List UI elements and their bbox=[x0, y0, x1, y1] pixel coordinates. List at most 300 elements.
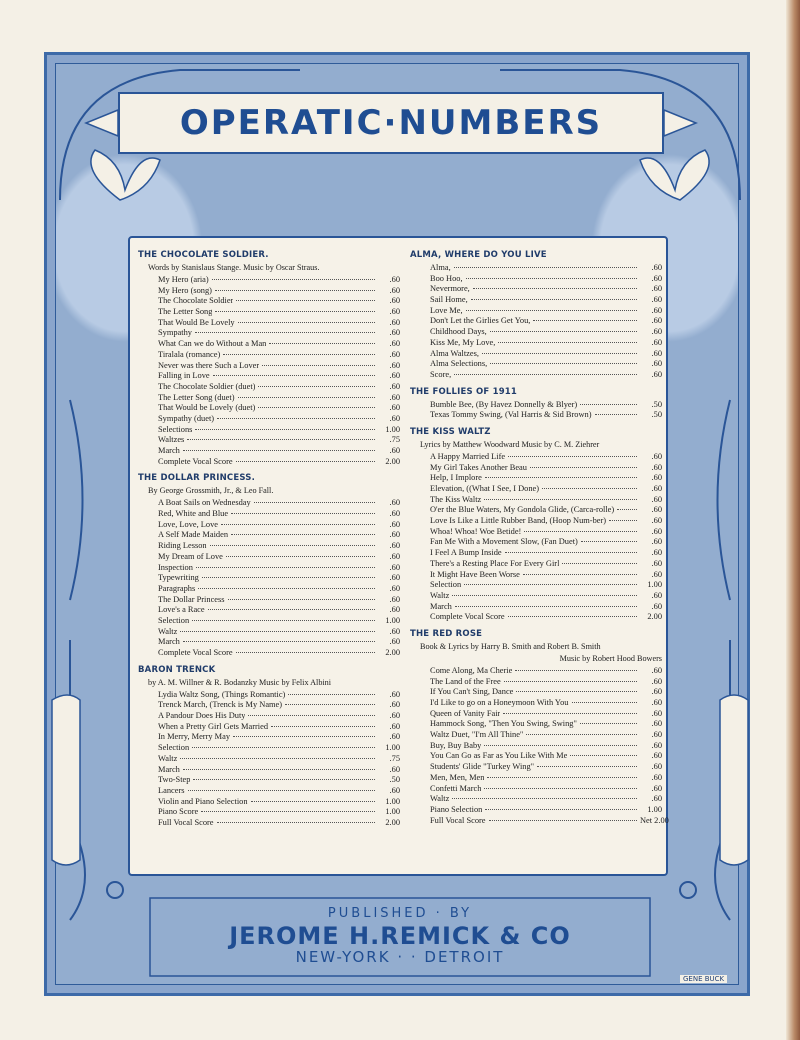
dot-leader bbox=[452, 798, 637, 799]
song-price: .60 bbox=[651, 665, 662, 675]
catalog-item bbox=[158, 648, 400, 659]
song-title: The Letter Song (duet) bbox=[158, 392, 235, 402]
song-title: That Would be Lovely (duet) bbox=[158, 403, 256, 413]
catalog-item bbox=[158, 498, 400, 509]
song-title: The Chocolate Soldier (duet) bbox=[158, 381, 256, 391]
catalog-item bbox=[430, 815, 669, 827]
song-title: Waltz Duet, "I'm All Thine" bbox=[430, 730, 524, 740]
catalog-item bbox=[158, 541, 400, 552]
song-price: .60 bbox=[651, 601, 662, 611]
section-credit: by A. M. Willner & R. Bodanzky Music by Felix Albini bbox=[148, 677, 332, 687]
catalog-item bbox=[430, 548, 662, 559]
catalog-item bbox=[158, 307, 400, 318]
song-title: Two-Step bbox=[158, 775, 191, 785]
song-title: Waltz bbox=[430, 794, 450, 804]
catalog-item bbox=[430, 495, 662, 506]
dot-leader bbox=[580, 404, 637, 405]
right-column bbox=[410, 246, 669, 832]
song-title: Lancers bbox=[158, 785, 185, 795]
dot-leader bbox=[505, 552, 637, 553]
song-price: .60 bbox=[389, 711, 400, 721]
dot-leader bbox=[516, 691, 637, 692]
catalog-item bbox=[430, 338, 662, 349]
song-price: .60 bbox=[389, 403, 400, 413]
song-title: The Chocolate Soldier bbox=[158, 296, 234, 306]
song-price: .60 bbox=[651, 526, 662, 536]
dot-leader bbox=[193, 779, 375, 780]
dot-leader bbox=[217, 418, 375, 419]
catalog-item bbox=[158, 382, 400, 393]
catalog-item bbox=[158, 786, 400, 797]
section-heading: THE RED ROSE bbox=[410, 628, 483, 639]
song-title: Students' Glide "Turkey Wing" bbox=[430, 762, 535, 772]
catalog-item bbox=[158, 700, 400, 711]
song-title: Fan Me With a Movement Slow, (Fan Duet) bbox=[430, 537, 578, 547]
song-title: Confetti March bbox=[430, 783, 482, 793]
dot-leader bbox=[238, 322, 375, 323]
song-title: Trenck March, (Trenck is My Name) bbox=[158, 700, 283, 710]
dot-leader bbox=[269, 343, 375, 344]
song-title: March bbox=[430, 601, 452, 611]
catalog-item bbox=[158, 605, 400, 616]
dot-leader bbox=[192, 620, 375, 621]
dot-leader bbox=[454, 374, 637, 375]
song-price: 2.00 bbox=[385, 817, 400, 827]
song-price: .60 bbox=[651, 558, 662, 568]
catalog-item bbox=[430, 591, 662, 602]
song-price: .60 bbox=[389, 626, 400, 636]
song-title: Help, I Implore bbox=[430, 473, 482, 483]
dot-leader bbox=[271, 726, 375, 727]
song-price: .60 bbox=[389, 541, 400, 551]
song-price: 1.00 bbox=[385, 615, 400, 625]
song-price: 2.00 bbox=[385, 648, 400, 657]
song-title: March bbox=[158, 446, 180, 455]
song-title: Selection bbox=[158, 743, 190, 753]
song-title: I Feel A Bump Inside bbox=[430, 548, 502, 558]
song-price: .60 bbox=[651, 462, 662, 472]
dot-leader bbox=[471, 299, 637, 300]
song-price: .60 bbox=[651, 327, 662, 337]
dot-leader bbox=[221, 524, 375, 525]
song-price: .60 bbox=[389, 275, 400, 284]
dot-leader bbox=[581, 541, 637, 542]
dot-leader bbox=[212, 279, 375, 280]
dot-leader bbox=[452, 595, 637, 596]
song-title: Waltzes bbox=[158, 435, 185, 445]
dot-leader bbox=[192, 747, 375, 748]
song-title: Waltz bbox=[158, 753, 178, 763]
song-price: .60 bbox=[651, 505, 662, 515]
dot-leader bbox=[485, 809, 637, 810]
song-price: .60 bbox=[389, 764, 400, 774]
dot-leader bbox=[490, 363, 637, 364]
catalog-item bbox=[158, 595, 400, 606]
catalog-item bbox=[158, 361, 400, 372]
catalog-item bbox=[158, 520, 400, 531]
publisher-cities: NEW-YORK · · DETROIT bbox=[295, 948, 505, 966]
catalog-item bbox=[158, 722, 400, 733]
catalog-item bbox=[158, 318, 400, 329]
catalog-item bbox=[158, 732, 400, 743]
song-title: There's a Resting Place For Every Girl bbox=[430, 558, 560, 568]
song-price: 1.00 bbox=[385, 807, 400, 817]
dot-leader bbox=[217, 822, 375, 823]
catalog-item bbox=[430, 400, 662, 411]
song-price: .60 bbox=[389, 785, 400, 795]
song-title: Falling in Love bbox=[158, 371, 210, 381]
dot-leader bbox=[180, 631, 375, 632]
dot-leader bbox=[485, 477, 637, 478]
song-price: .60 bbox=[651, 751, 662, 761]
catalog-item bbox=[430, 452, 662, 463]
song-title: Love's a Race bbox=[158, 605, 205, 615]
song-title: Texas Tommy Swing, (Val Harris & Sid Brown) bbox=[430, 410, 592, 420]
song-price: 1.00 bbox=[385, 743, 400, 753]
dot-leader bbox=[508, 616, 637, 617]
publisher-line-1: PUBLISHED · BY bbox=[327, 906, 473, 921]
song-price: .60 bbox=[389, 689, 400, 699]
song-price: .60 bbox=[651, 548, 662, 558]
song-title: Don't Let the Girlies Get You, bbox=[430, 316, 531, 326]
catalog-item bbox=[158, 754, 400, 765]
song-title: What Can we do Without a Man bbox=[158, 339, 267, 349]
dot-leader bbox=[498, 342, 637, 343]
song-title: Queen of Vanity Fair bbox=[430, 708, 501, 718]
song-price: .50 bbox=[389, 775, 400, 785]
song-title: My Girl Takes Another Beau bbox=[430, 462, 527, 472]
catalog-section bbox=[410, 628, 669, 826]
catalog-item bbox=[430, 794, 662, 805]
song-price: .60 bbox=[651, 730, 662, 740]
song-title: O'er the Blue Waters, My Gondola Glide, (Carca-rolle) bbox=[430, 505, 615, 515]
song-title: Red, White and Blue bbox=[158, 509, 229, 519]
catalog-item bbox=[430, 284, 662, 295]
catalog-item bbox=[158, 807, 400, 818]
catalog-item bbox=[430, 306, 662, 317]
dot-leader bbox=[503, 713, 637, 714]
dot-leader bbox=[288, 694, 375, 695]
song-title: Childhood Days, bbox=[430, 327, 487, 337]
song-price: 2.00 bbox=[385, 456, 400, 466]
song-title: Full Vocal Score bbox=[158, 817, 214, 827]
song-title: March bbox=[158, 764, 180, 774]
dot-leader bbox=[236, 300, 375, 301]
section-credit-music: Music by Robert Hood Bowers bbox=[559, 653, 662, 663]
dot-leader bbox=[233, 736, 375, 737]
dot-leader bbox=[484, 745, 637, 746]
song-title: Complete Vocal Score bbox=[430, 612, 505, 622]
catalog-item bbox=[430, 559, 662, 570]
dot-leader bbox=[484, 788, 637, 789]
song-title: Whoa! Whoa! Woe Betide! bbox=[430, 526, 522, 536]
catalog-item bbox=[158, 339, 400, 350]
song-price: .60 bbox=[389, 605, 400, 615]
song-title: Selections bbox=[158, 424, 193, 434]
song-title: Inspection bbox=[158, 562, 193, 572]
song-title: A Pandour Does His Duty bbox=[158, 711, 246, 721]
catalog-item bbox=[430, 295, 662, 306]
song-title: Never was there Such a Lover bbox=[158, 360, 260, 370]
catalog-item bbox=[430, 805, 662, 816]
song-price: .60 bbox=[651, 316, 662, 326]
dot-leader bbox=[258, 386, 375, 387]
catalog-item bbox=[158, 530, 400, 541]
dot-leader bbox=[198, 588, 375, 589]
dot-leader bbox=[530, 467, 637, 468]
dot-leader bbox=[262, 365, 375, 366]
song-title: Alma Waltzes, bbox=[430, 348, 479, 358]
dot-leader bbox=[466, 310, 637, 311]
section-heading: ALMA, WHERE DO YOU LIVE bbox=[410, 250, 547, 260]
song-price: .60 bbox=[389, 721, 400, 731]
catalog-item bbox=[430, 709, 662, 720]
song-title: Love Me, bbox=[430, 305, 463, 315]
catalog-item bbox=[430, 349, 662, 360]
song-price: 1.00 bbox=[647, 804, 662, 814]
dot-leader bbox=[201, 811, 375, 812]
catalog-section bbox=[410, 250, 662, 381]
dot-leader bbox=[228, 599, 375, 600]
song-title: I'd Like to go on a Honeymoon With You bbox=[430, 698, 569, 707]
dot-leader bbox=[562, 563, 637, 564]
song-title: It Might Have Been Worse bbox=[430, 569, 520, 579]
song-price: .60 bbox=[651, 369, 662, 379]
dot-leader bbox=[195, 332, 375, 333]
song-price: .60 bbox=[389, 339, 400, 349]
dot-leader bbox=[482, 353, 637, 354]
dot-leader bbox=[454, 267, 637, 268]
catalog-item bbox=[158, 275, 400, 286]
song-price: .60 bbox=[651, 516, 662, 526]
dot-leader bbox=[526, 734, 637, 735]
dot-leader bbox=[508, 456, 637, 457]
catalog-section bbox=[138, 250, 400, 467]
song-title: Love Is Like a Little Rubber Band, (Hoop Num-ber) bbox=[430, 516, 607, 526]
dot-leader bbox=[572, 702, 638, 703]
song-title: Lydia Waltz Song, (Things Romantic) bbox=[158, 689, 286, 699]
song-price: .60 bbox=[651, 359, 662, 369]
song-title: That Would Be Lovely bbox=[158, 317, 235, 327]
song-title: My Hero (song) bbox=[158, 285, 212, 295]
artist-signature: GENE BUCK bbox=[680, 975, 727, 983]
song-price: .75 bbox=[389, 753, 400, 763]
catalog-item bbox=[158, 371, 400, 382]
song-price: .60 bbox=[389, 562, 400, 572]
dot-leader bbox=[285, 704, 375, 705]
song-price: .60 bbox=[651, 337, 662, 347]
left-column bbox=[138, 246, 400, 835]
catalog-item bbox=[158, 627, 400, 638]
catalog-item bbox=[430, 484, 662, 495]
section-heading: THE CHOCOLATE SOLDIER. bbox=[138, 250, 269, 260]
catalog-item bbox=[158, 818, 400, 829]
dot-leader bbox=[215, 290, 375, 291]
catalog-item bbox=[430, 527, 662, 538]
song-price: .60 bbox=[389, 519, 400, 529]
dot-leader bbox=[258, 407, 375, 408]
catalog-item bbox=[158, 393, 400, 404]
song-price: .60 bbox=[389, 413, 400, 423]
dot-leader bbox=[570, 755, 637, 756]
song-price: .75 bbox=[389, 435, 400, 445]
dot-leader bbox=[210, 545, 375, 546]
ornament-circle-right bbox=[680, 882, 696, 898]
song-title: A Self Made Maiden bbox=[158, 530, 229, 540]
catalog-item bbox=[430, 698, 662, 709]
catalog-item bbox=[430, 570, 662, 581]
dot-leader bbox=[208, 609, 375, 610]
ornament-circle-left bbox=[107, 882, 123, 898]
dot-leader bbox=[487, 777, 637, 778]
song-price: .60 bbox=[389, 360, 400, 370]
dot-leader bbox=[236, 652, 375, 653]
banner-arrow-right-icon bbox=[664, 110, 696, 136]
catalog-section bbox=[138, 473, 400, 658]
song-price: .60 bbox=[389, 307, 400, 317]
publisher-name: JEROME H.REMICK & CO bbox=[229, 922, 571, 950]
song-title: Sympathy bbox=[158, 328, 192, 338]
song-title: Piano Score bbox=[158, 807, 199, 817]
dot-leader bbox=[542, 488, 637, 489]
catalog-item bbox=[158, 296, 400, 307]
dot-leader bbox=[617, 509, 637, 510]
song-title: Typewriting bbox=[158, 573, 199, 583]
dot-leader bbox=[524, 531, 637, 532]
page-title: OPERATIC·NUMBERS bbox=[179, 103, 603, 143]
song-price: .60 bbox=[651, 687, 662, 697]
song-price: .60 bbox=[389, 509, 400, 519]
catalog-item bbox=[158, 425, 400, 436]
song-price: .60 bbox=[389, 317, 400, 327]
catalog-item bbox=[430, 327, 662, 338]
dot-leader bbox=[195, 429, 375, 430]
song-title: The Dollar Princess bbox=[158, 594, 225, 604]
song-price: .60 bbox=[651, 708, 662, 718]
catalog-item bbox=[158, 446, 400, 457]
song-title: Boo Hoo, bbox=[430, 273, 463, 283]
song-title: A Happy Married Life bbox=[430, 451, 506, 461]
song-price: .60 bbox=[651, 484, 662, 493]
dot-leader bbox=[183, 450, 375, 451]
song-price: .60 bbox=[389, 530, 400, 540]
song-price: .60 bbox=[651, 273, 662, 283]
catalog-item bbox=[158, 435, 400, 446]
catalog-item bbox=[158, 457, 400, 468]
right-pillar bbox=[720, 695, 748, 865]
section-credit: By George Grossmith, Jr., & Leo Fall. bbox=[148, 486, 274, 496]
dot-leader bbox=[202, 577, 375, 578]
dot-leader bbox=[183, 769, 375, 770]
song-title: My Dream of Love bbox=[158, 551, 223, 561]
song-title: Complete Vocal Score bbox=[158, 456, 233, 466]
dot-leader bbox=[236, 461, 375, 462]
dot-leader bbox=[213, 375, 375, 376]
song-price: 1.00 bbox=[385, 424, 400, 434]
song-price: .60 bbox=[651, 676, 662, 686]
song-price: .60 bbox=[651, 537, 662, 547]
song-price: .60 bbox=[389, 446, 400, 455]
dot-leader bbox=[504, 681, 637, 682]
dot-leader bbox=[215, 311, 375, 312]
catalog-item bbox=[430, 687, 662, 698]
catalog-item bbox=[430, 410, 662, 421]
song-price: 1.00 bbox=[647, 580, 662, 590]
song-title: Alma, bbox=[430, 263, 451, 272]
song-title: Men, Men, Men bbox=[430, 772, 485, 782]
song-title: Selection bbox=[158, 615, 190, 625]
catalog-item bbox=[158, 765, 400, 776]
song-title: Kiss Me, My Love, bbox=[430, 337, 496, 347]
dot-leader bbox=[251, 801, 375, 802]
song-title: If You Can't Sing, Dance bbox=[430, 687, 514, 697]
song-title: You Can Go as Far as You Like With Me bbox=[430, 751, 568, 761]
catalog-item bbox=[158, 328, 400, 339]
dot-leader bbox=[466, 278, 637, 279]
dot-leader bbox=[196, 567, 375, 568]
song-price: .60 bbox=[651, 783, 662, 793]
dot-leader bbox=[490, 331, 637, 332]
song-title: Full Vocal Score bbox=[430, 815, 486, 825]
catalog-item bbox=[430, 274, 662, 285]
song-title: Violin and Piano Selection bbox=[158, 796, 248, 806]
song-price: .50 bbox=[651, 399, 662, 409]
song-title: Complete Vocal Score bbox=[158, 648, 233, 657]
catalog-item bbox=[158, 637, 400, 648]
banner-arrow-left-icon bbox=[86, 110, 118, 136]
dot-leader bbox=[183, 641, 375, 642]
song-title: The Kiss Waltz bbox=[430, 494, 482, 504]
song-price: .60 bbox=[389, 732, 400, 742]
catalog-item bbox=[430, 316, 662, 327]
song-title: Riding Lesson bbox=[158, 541, 207, 551]
catalog-item bbox=[430, 263, 662, 274]
song-price: .60 bbox=[389, 328, 400, 338]
song-price: Net 2.00 bbox=[640, 815, 669, 825]
song-title: Paragraphs bbox=[158, 583, 196, 593]
song-title: Sail Home, bbox=[430, 295, 468, 305]
dot-leader bbox=[231, 513, 375, 514]
catalog-item bbox=[158, 775, 400, 786]
section-heading: THE DOLLAR PRINCESS. bbox=[138, 473, 256, 484]
catalog-item bbox=[430, 516, 662, 527]
song-title: Nevermore, bbox=[430, 284, 470, 294]
section-heading: THE FOLLIES OF 1911 bbox=[410, 386, 518, 397]
song-title: Sympathy (duet) bbox=[158, 413, 215, 423]
left-pillar bbox=[52, 695, 80, 865]
catalog-item bbox=[430, 505, 662, 516]
catalog-item bbox=[430, 773, 662, 784]
song-price: .60 bbox=[651, 284, 662, 294]
catalog-item bbox=[158, 563, 400, 574]
song-price: .60 bbox=[651, 348, 662, 358]
song-price: .60 bbox=[651, 263, 662, 272]
catalog-item bbox=[158, 552, 400, 563]
song-title: In Merry, Merry May bbox=[158, 732, 231, 742]
song-price: 2.00 bbox=[647, 612, 662, 622]
song-price: .60 bbox=[651, 569, 662, 579]
song-title: Bumble Bee, (By Havez Donnelly & Blyer) bbox=[430, 399, 578, 409]
song-price: .60 bbox=[651, 295, 662, 305]
song-price: .60 bbox=[389, 349, 400, 359]
song-price: .60 bbox=[651, 590, 662, 600]
dot-leader bbox=[489, 820, 637, 821]
song-title: When a Pretty Girl Gets Married bbox=[158, 721, 269, 731]
catalog-item bbox=[430, 370, 662, 381]
song-price: .60 bbox=[389, 637, 400, 647]
song-price: .50 bbox=[651, 410, 662, 420]
dot-leader bbox=[455, 606, 637, 607]
